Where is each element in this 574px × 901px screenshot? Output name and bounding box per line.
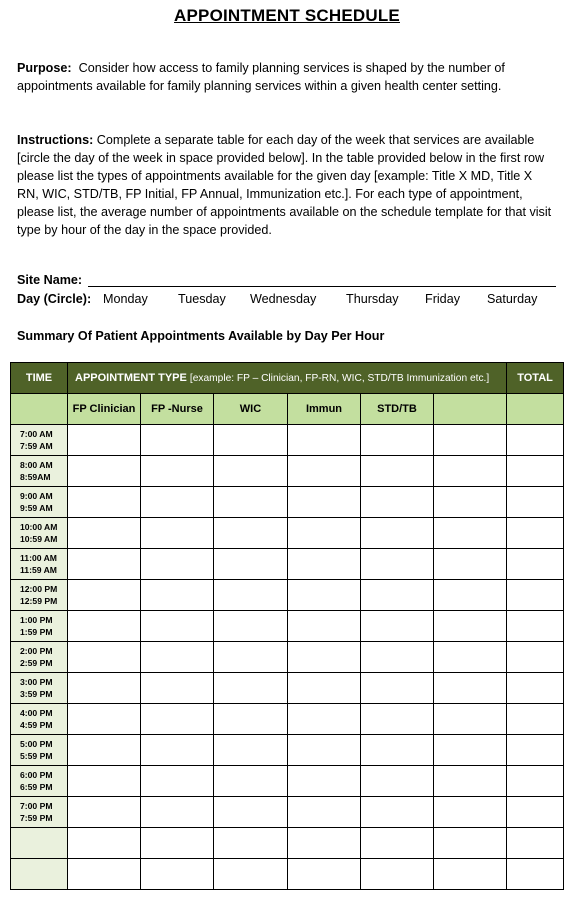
appointment-count-cell[interactable] (288, 518, 361, 549)
appointment-count-cell[interactable] (214, 828, 288, 859)
appointment-count-cell[interactable] (214, 456, 288, 487)
appointment-count-cell[interactable] (361, 487, 434, 518)
time-slot-row (11, 704, 564, 735)
appointment-type-label: APPOINTMENT TYPE (75, 372, 187, 384)
time-slot-end: 2:59 PM (20, 658, 53, 668)
time-slot-label (11, 828, 68, 859)
time-slot-start: 5:00 PM (20, 739, 53, 749)
time-slot-end: 4:59 PM (20, 720, 53, 730)
time-slot-row (11, 456, 564, 487)
time-slot-row (11, 518, 564, 549)
appointment-type-example: [example: FP – Clinician, FP-RN, WIC, STD/TB Immunization etc.] (189, 373, 490, 384)
time-slot-row (11, 828, 564, 859)
appointment-count-cell[interactable] (141, 487, 214, 518)
time-slot-row (11, 766, 564, 797)
appointment-count-cell[interactable] (141, 518, 214, 549)
appointment-count-cell[interactable] (68, 797, 141, 828)
time-slot-label (11, 456, 68, 487)
appointment-count-cell[interactable] (214, 518, 288, 549)
time-slot-end: 3:59 PM (20, 689, 53, 699)
purpose-label: Purpose: (17, 61, 72, 75)
appointment-count-cell[interactable] (214, 580, 288, 611)
site-name-label: Site Name: (17, 273, 83, 287)
instructions-text: Complete a separate table for each day of the week that services are available [circle the day of the week in space provided below]. In the table provided below in the first row please list the types of appointments available for the given day [example: Title X MD, Title X RN, WIC, STD/TB, FP Initial, FP Annual, Immunization etc.]. For each type of appointment, please list, the average number of appointments available on the schedule template for that visit type by hour of the day in the space provided. (17, 133, 552, 237)
time-slot-label (11, 642, 68, 673)
appointment-count-cell[interactable] (434, 673, 507, 704)
appointment-count-cell[interactable] (361, 766, 434, 797)
time-slot-start: 9:00 AM (20, 491, 53, 501)
appointment-count-cell[interactable] (361, 549, 434, 580)
time-slot-row (11, 673, 564, 704)
time-slot-end: 7:59 PM (20, 813, 53, 823)
appointment-count-cell[interactable] (288, 611, 361, 642)
appointment-count-cell[interactable] (361, 611, 434, 642)
appointment-count-cell[interactable] (434, 704, 507, 735)
time-slot-row (11, 735, 564, 766)
appointment-count-cell[interactable] (68, 580, 141, 611)
total-cell[interactable] (507, 580, 564, 611)
type-column-header[interactable]: Immun (288, 394, 361, 425)
appointment-count-cell[interactable] (434, 642, 507, 673)
time-slot-label (11, 859, 68, 890)
day-option-wednesday[interactable]: Wednesday (250, 292, 317, 306)
appointment-count-cell[interactable] (141, 859, 214, 890)
appointment-count-cell[interactable] (361, 518, 434, 549)
summary-heading: Summary Of Patient Appointments Available by Day Per Hour (17, 329, 385, 343)
time-slot-start: 4:00 PM (20, 708, 53, 718)
day-option-saturday[interactable]: Saturday (487, 292, 538, 306)
time-slot-label (11, 704, 68, 735)
time-slot-end: 7:59 AM (20, 441, 53, 451)
total-cell[interactable] (507, 611, 564, 642)
appointment-count-cell[interactable] (288, 797, 361, 828)
appointment-count-cell[interactable] (214, 766, 288, 797)
total-cell[interactable] (507, 518, 564, 549)
appointment-count-cell[interactable] (68, 704, 141, 735)
time-slot-start: 12:00 PM (20, 584, 58, 594)
appointment-count-cell[interactable] (288, 766, 361, 797)
appointment-count-cell[interactable] (288, 673, 361, 704)
appointment-count-cell[interactable] (214, 642, 288, 673)
appointment-count-cell[interactable] (288, 828, 361, 859)
appointment-count-cell[interactable] (288, 642, 361, 673)
appointment-count-cell[interactable] (361, 673, 434, 704)
total-cell[interactable] (507, 425, 564, 456)
total-header: TOTAL (507, 363, 564, 394)
table-header-row (11, 363, 564, 394)
appointment-count-cell[interactable] (288, 487, 361, 518)
appointment-count-cell[interactable] (214, 549, 288, 580)
appointment-count-cell[interactable] (288, 580, 361, 611)
time-slot-start: 2:00 PM (20, 646, 53, 656)
appointment-count-cell[interactable] (434, 735, 507, 766)
total-cell[interactable] (507, 549, 564, 580)
time-slot-end: 8:59AM (20, 472, 51, 482)
appointment-count-cell[interactable] (214, 735, 288, 766)
appointment-count-cell[interactable] (141, 673, 214, 704)
appointment-count-cell[interactable] (434, 549, 507, 580)
time-slot-start: 1:00 PM (20, 615, 53, 625)
total-cell[interactable] (507, 797, 564, 828)
appointment-count-cell[interactable] (361, 828, 434, 859)
time-slot-row (11, 487, 564, 518)
type-column-header[interactable]: WIC (214, 394, 288, 425)
appointment-count-cell[interactable] (68, 487, 141, 518)
day-option-friday[interactable]: Friday (425, 292, 460, 306)
day-option-monday[interactable]: Monday (103, 292, 148, 306)
appointment-count-cell[interactable] (68, 828, 141, 859)
time-header: TIME (11, 363, 68, 394)
type-column-header[interactable]: STD/TB (361, 394, 434, 425)
appointment-count-cell[interactable] (68, 642, 141, 673)
appointment-count-cell[interactable] (68, 673, 141, 704)
total-cell[interactable] (507, 642, 564, 673)
appointment-count-cell[interactable] (68, 425, 141, 456)
day-label: Day (Circle): (17, 292, 92, 306)
appointment-table (10, 362, 564, 890)
appointment-count-cell[interactable] (434, 797, 507, 828)
appointment-count-cell[interactable] (141, 456, 214, 487)
type-column-header[interactable]: FP Clinician (68, 394, 141, 425)
time-slot-label (11, 797, 68, 828)
appointment-count-cell[interactable] (141, 704, 214, 735)
page-title: APPOINTMENT SCHEDULE (174, 6, 400, 25)
time-slot-label (11, 425, 68, 456)
appointment-count-cell[interactable] (361, 797, 434, 828)
appointment-count-cell[interactable] (141, 766, 214, 797)
time-slot-label (11, 549, 68, 580)
appointment-count-cell[interactable] (141, 549, 214, 580)
time-slot-label (11, 673, 68, 704)
appointment-count-cell[interactable] (434, 828, 507, 859)
appointment-count-cell[interactable] (141, 828, 214, 859)
time-slot-start: 7:00 AM (20, 429, 53, 439)
total-cell[interactable] (507, 859, 564, 890)
total-cell[interactable] (507, 828, 564, 859)
appointment-count-cell[interactable] (68, 611, 141, 642)
appointment-count-cell[interactable] (361, 735, 434, 766)
purpose-text: Consider how access to family planning services is shaped by the number of appointments available for family planning services within a given health center setting. (17, 61, 505, 93)
appointment-count-cell[interactable] (68, 735, 141, 766)
appointment-count-cell[interactable] (288, 425, 361, 456)
appointment-count-cell[interactable] (141, 425, 214, 456)
time-slot-start: 6:00 PM (20, 770, 53, 780)
appointment-count-cell[interactable] (141, 580, 214, 611)
day-option-tuesday[interactable]: Tuesday (178, 292, 226, 306)
time-slot-row (11, 797, 564, 828)
day-option-thursday[interactable]: Thursday (346, 292, 399, 306)
type-column-header[interactable]: FP -Nurse (141, 394, 214, 425)
appointment-count-cell[interactable] (434, 859, 507, 890)
time-slot-end: 11:59 AM (20, 565, 57, 575)
type-total-blank (507, 394, 564, 425)
instructions-paragraph (17, 131, 557, 239)
day-row (17, 292, 557, 306)
appointment-count-cell[interactable] (214, 859, 288, 890)
total-cell[interactable] (507, 673, 564, 704)
appointment-count-cell[interactable] (434, 518, 507, 549)
appointment-count-cell[interactable] (361, 859, 434, 890)
appointment-count-cell[interactable] (68, 859, 141, 890)
appointment-count-cell[interactable] (214, 797, 288, 828)
time-slot-start: 8:00 AM (20, 460, 53, 470)
appointment-count-cell[interactable] (361, 642, 434, 673)
time-slot-row (11, 611, 564, 642)
appointment-count-cell[interactable] (361, 580, 434, 611)
appointment-count-cell[interactable] (288, 704, 361, 735)
appointment-type-header (68, 363, 507, 394)
appointment-count-cell[interactable] (68, 518, 141, 549)
appointment-count-cell[interactable] (434, 425, 507, 456)
appointment-count-cell[interactable] (361, 456, 434, 487)
type-time-blank (11, 394, 68, 425)
appointment-count-cell[interactable] (214, 425, 288, 456)
time-slot-label (11, 487, 68, 518)
time-slot-row (11, 549, 564, 580)
appointment-count-cell[interactable] (214, 704, 288, 735)
appointment-type-row (11, 394, 564, 425)
purpose-paragraph (17, 59, 557, 95)
time-slot-start: 11:00 AM (20, 553, 57, 563)
time-slot-end: 1:59 PM (20, 627, 53, 637)
time-slot-end: 5:59 PM (20, 751, 53, 761)
appointment-count-cell[interactable] (288, 735, 361, 766)
time-slot-end: 9:59 AM (20, 503, 53, 513)
time-slot-row (11, 859, 564, 890)
type-column-header[interactable] (434, 394, 507, 425)
time-slot-row (11, 580, 564, 611)
total-cell[interactable] (507, 487, 564, 518)
total-cell[interactable] (507, 735, 564, 766)
appointment-count-cell[interactable] (288, 549, 361, 580)
appointment-count-cell[interactable] (214, 487, 288, 518)
appointment-count-cell[interactable] (141, 735, 214, 766)
appointment-count-cell[interactable] (434, 580, 507, 611)
time-slot-end: 12:59 PM (20, 596, 58, 606)
appointment-count-cell[interactable] (141, 642, 214, 673)
time-slot-label (11, 611, 68, 642)
appointment-count-cell[interactable] (214, 611, 288, 642)
time-slot-label (11, 766, 68, 797)
site-name-row (17, 273, 557, 287)
appointment-count-cell[interactable] (434, 487, 507, 518)
time-slot-end: 10:59 AM (20, 534, 58, 544)
appointment-count-cell[interactable] (214, 673, 288, 704)
appointment-count-cell[interactable] (361, 704, 434, 735)
appointment-count-cell[interactable] (434, 456, 507, 487)
total-cell[interactable] (507, 766, 564, 797)
time-slot-label (11, 518, 68, 549)
time-slot-row (11, 425, 564, 456)
appointment-count-cell[interactable] (68, 766, 141, 797)
time-slot-label (11, 580, 68, 611)
appointment-count-cell[interactable] (361, 425, 434, 456)
appointment-count-cell[interactable] (288, 859, 361, 890)
appointment-count-cell[interactable] (141, 797, 214, 828)
time-slot-start: 10:00 AM (20, 522, 58, 532)
time-slot-start: 3:00 PM (20, 677, 53, 687)
appointment-count-cell[interactable] (288, 456, 361, 487)
appointment-count-cell[interactable] (68, 456, 141, 487)
site-name-field[interactable] (88, 273, 556, 287)
time-slot-row (11, 642, 564, 673)
total-cell[interactable] (507, 456, 564, 487)
time-slot-end: 6:59 PM (20, 782, 53, 792)
appointment-count-cell[interactable] (434, 766, 507, 797)
appointment-count-cell[interactable] (434, 611, 507, 642)
time-slot-label (11, 735, 68, 766)
appointment-count-cell[interactable] (141, 611, 214, 642)
time-slot-start: 7:00 PM (20, 801, 53, 811)
instructions-label: Instructions: (17, 133, 94, 147)
total-cell[interactable] (507, 704, 564, 735)
appointment-count-cell[interactable] (68, 549, 141, 580)
